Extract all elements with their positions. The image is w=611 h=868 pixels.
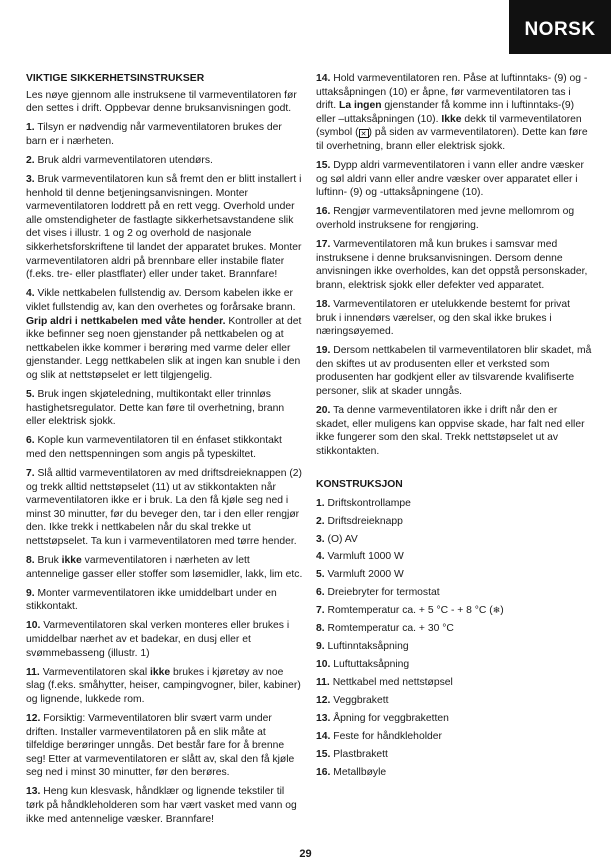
item-number: 6. bbox=[26, 435, 35, 447]
item-bold-text: Grip aldri i nettkabelen med våte hender. bbox=[26, 315, 226, 327]
construction-item-15 bbox=[316, 748, 592, 762]
item-number: 9. bbox=[26, 587, 35, 599]
safety-item-3 bbox=[26, 173, 303, 282]
item-text: Kontroller at det ikke befinner seg noen gjenstander på nettkabelen og at nettkabelen ikke kommer i berøring med varme deler eller gjenstander. Legg nettkabelen slik at ingen kan snuble i den og slik at nettstøpselet er lett tilgjengelig. bbox=[26, 315, 302, 381]
item-text: varmeventilatoren i nærheten av lett antennelige gasser eller stoffer som løsemidler, lakk, lim etc. bbox=[26, 555, 303, 580]
construction-item-1 bbox=[316, 497, 592, 511]
item-text: Varmeventilatoren skal bbox=[42, 666, 151, 678]
item-text: Åpning for veggbraketten bbox=[333, 713, 449, 725]
construction-item-5 bbox=[316, 568, 592, 582]
safety-item-8 bbox=[26, 554, 303, 581]
construction-item-12 bbox=[316, 694, 592, 708]
item-text: Kople kun varmeventilatoren til en énfaset stikkontakt med den nettspenningen som angis på typeskiltet. bbox=[26, 435, 282, 460]
item-number: 7. bbox=[316, 605, 325, 617]
construction-item-3 bbox=[316, 533, 592, 547]
item-bold-text: Ikke bbox=[441, 113, 462, 125]
safety-item-6 bbox=[26, 434, 303, 461]
construction-item-14 bbox=[316, 730, 592, 744]
item-number: 12. bbox=[26, 712, 41, 724]
item-number: 8. bbox=[26, 555, 35, 566]
safety-item-15 bbox=[316, 159, 592, 200]
item-text: Dersom nettkabelen til varmeventilatoren blir skadet, må den skiftes ut av produsenten eller et verksted som produsenten har godkjent eller av tilsvarende kvalifiserte personer, slik at skader unngås. bbox=[316, 345, 592, 397]
item-text: Dreiebryter for termostat bbox=[327, 587, 440, 599]
construction-item-2 bbox=[316, 515, 592, 529]
item-number: 16. bbox=[316, 767, 331, 779]
construction-item-6 bbox=[316, 586, 592, 600]
item-bold-text: La ingen bbox=[339, 100, 382, 112]
do-not-cover-icon: ✕ bbox=[359, 129, 369, 138]
item-text: Driftskontrollampe bbox=[327, 497, 411, 509]
item-text: Bruk bbox=[37, 555, 62, 566]
item-text: gjenstander få komme inn i luftinntaks-(9) eller –uttaksåpningen (10). bbox=[316, 100, 575, 125]
item-text: Monter varmeventilatoren ikke umiddelbart under en stikkontakt. bbox=[26, 587, 277, 613]
construction-item-4 bbox=[316, 550, 592, 564]
item-text: Varmluft 2000 W bbox=[327, 569, 404, 581]
item-number: 14. bbox=[316, 731, 331, 743]
item-text: Nettkabel med nettstøpsel bbox=[332, 677, 453, 689]
safety-item-13 bbox=[26, 785, 303, 826]
item-text: Varmluft 1000 W bbox=[327, 551, 404, 563]
item-number: 16. bbox=[316, 206, 331, 218]
item-text: Feste for håndkleholder bbox=[333, 731, 442, 743]
item-number: 18. bbox=[316, 298, 331, 310]
item-number: 12. bbox=[316, 695, 331, 707]
item-number: 2. bbox=[316, 515, 325, 527]
item-number: 10. bbox=[26, 620, 41, 632]
item-number: 11. bbox=[26, 666, 40, 678]
item-text: Varmeventilatoren er utelukkende bestemt for privat bruk i innendørs værelser, og den skal ikke brukes i næringsøyemed. bbox=[316, 298, 570, 338]
safety-item-16 bbox=[316, 205, 592, 232]
frost-icon: ❄ bbox=[492, 605, 501, 616]
item-text: Rengjør varmeventilatoren med jevne mellomrom og overhold instruksene for rengjøring. bbox=[316, 206, 575, 231]
item-text: Bruk varmeventilatoren kun så fremt den er blitt installert i henhold til denne betjeningsanvisningen. Monter varmeventilatoren loddrett på en rett vegg. Overhold under alle omstendigheter de fastlagte sikkerhetsavstandene slik det vises i illustr. 1 og 2 og overhold de nasjonale sikkerhetsforskriftene til landet der apparatet brukes. Monter varmeventilatoren aldri på brennbare eller instabile flater (f.eks. tre- eller plastflater) eller under taket. Brannfare! bbox=[26, 174, 302, 281]
safety-item-1 bbox=[26, 121, 303, 148]
safety-item-12 bbox=[26, 712, 303, 780]
safety-item-5 bbox=[26, 388, 303, 429]
safety-item-11 bbox=[26, 666, 303, 707]
item-number: 1. bbox=[26, 122, 35, 134]
construction-item-10 bbox=[316, 658, 592, 672]
item-number: 19. bbox=[316, 345, 331, 357]
item-text: Veggbrakett bbox=[333, 695, 389, 707]
item-number: 3. bbox=[26, 174, 35, 186]
item-number: 13. bbox=[26, 786, 41, 798]
item-text: Bruk aldri varmeventilatoren utendørs. bbox=[37, 154, 213, 166]
item-text: dekk til varmeventilatoren (symbol ( bbox=[316, 113, 582, 139]
item-text: (O) AV bbox=[327, 533, 358, 545]
item-number: 6. bbox=[316, 587, 325, 599]
item-number: 15. bbox=[316, 160, 331, 172]
safety-item-19 bbox=[316, 344, 592, 398]
construction-item-16 bbox=[316, 766, 592, 780]
item-number: 17. bbox=[316, 239, 331, 251]
item-number: 3. bbox=[316, 533, 325, 545]
item-number: 8. bbox=[316, 623, 325, 635]
section-spacer bbox=[316, 464, 592, 478]
item-text: ) på siden av varmeventilatoren). Dette kan føre til overhetning, brann eller elektrisk sjokk. bbox=[316, 127, 588, 152]
item-text: Heng kun klesvask, håndklær og lignende tekstiler til tørk på håndkleholderen som har vært vasket med vann og ikke med antennelige væsker. Brannfare! bbox=[26, 786, 297, 825]
item-text: Varmeventilatoren må kun brukes i samsvar med instruksene i denne bruksanvisningen. Dersom denne anvisningen ikke overholdes, kan det oppstå personskader, brann, elektrisk sjokk eller defekter ved apparatet. bbox=[316, 239, 588, 291]
language-tab-label: NORSK bbox=[524, 19, 596, 40]
safety-item-7 bbox=[26, 467, 303, 549]
language-tab bbox=[509, 0, 611, 54]
item-number: 11. bbox=[316, 677, 330, 689]
item-text: Romtemperatur ca. + 5 °C - + 8 °C ( bbox=[327, 605, 493, 617]
item-text: Driftsdreieknapp bbox=[327, 515, 403, 527]
safety-item-20 bbox=[316, 404, 592, 458]
item-text: Forsiktig: Varmeventilatoren blir svært varm under driften. Installer varmeventilatoren på en slik måte at tilfeldige berøringer unngås. Det består fare for å brenne seg! Etter at varmeventilatoren er slått av, skal den få kjøle seg ned i minst 30 minutter, før den berøres. bbox=[26, 712, 295, 779]
item-number: 10. bbox=[316, 659, 331, 671]
page-number: 29 bbox=[299, 848, 312, 860]
item-number: 7. bbox=[26, 467, 35, 479]
item-number: 9. bbox=[316, 641, 325, 653]
construction-item-13 bbox=[316, 712, 592, 726]
item-text: Varmeventilatoren skal verken monteres eller brukes i umiddelbar nærhet av et badekar, en dusj eller et svømmebasseng (illustr. 1) bbox=[26, 620, 290, 659]
item-text: Luftinntaksåpning bbox=[327, 641, 409, 653]
construction-item-9 bbox=[316, 640, 592, 654]
item-text: Ta denne varmeventilatoren ikke i drift når den er skadet, eller muligens kan oppvise skade, har falt ned eller ikke fungerer som den skal. Trekk nettstøpselet ut av stikkontakten. bbox=[316, 405, 585, 457]
item-text: Dypp aldri varmeventilatoren i vann eller andre væsker og søl aldri vann eller andre væsker over apparatet eller i luftinn- (9) og -uttaksåpningene (10). bbox=[316, 160, 584, 199]
item-number: 1. bbox=[316, 497, 325, 509]
item-number: 15. bbox=[316, 749, 331, 761]
item-text: Hold varmeventilatoren ren. Påse at luftinntaks- (9) og -uttaksåpningen (10) er åpne, før varmeventilatoren tas i drift. bbox=[316, 73, 588, 112]
item-text: ) bbox=[500, 605, 504, 617]
item-number: 5. bbox=[316, 569, 325, 581]
item-bold-text: ikke bbox=[61, 555, 82, 566]
safety-item-10 bbox=[26, 619, 303, 660]
item-text: Vikle nettkabelen fullstendig av. Dersom kabelen ikke er viklet fullstendig av, kan den overhetes og forårsake brann. bbox=[26, 288, 296, 313]
item-text: Metallbøyle bbox=[333, 767, 387, 779]
construction-item-8 bbox=[316, 622, 592, 636]
construction-item-11 bbox=[316, 676, 592, 690]
item-number: 4. bbox=[316, 551, 325, 563]
item-number: 14. bbox=[316, 73, 331, 84]
item-number: 4. bbox=[26, 288, 35, 300]
construction-item-7 bbox=[316, 604, 592, 618]
safety-item-9 bbox=[26, 587, 303, 614]
safety-item-17 bbox=[316, 238, 592, 292]
item-number: 2. bbox=[26, 154, 35, 166]
safety-item-4 bbox=[26, 287, 303, 382]
safety-item-14 bbox=[316, 72, 592, 154]
item-text: Plastbrakett bbox=[333, 749, 388, 761]
item-text: brukes i kjøretøy av noe slag (f.eks. småhytter, heiser, campingvogner, biler, kabiner) og lignende, lukkede rom. bbox=[26, 666, 301, 705]
item-text: Romtemperatur ca. + 30 °C bbox=[327, 623, 454, 635]
item-text: Tilsyn er nødvendig når varmeventilatoren brukes der barn er i nærheten. bbox=[26, 122, 282, 147]
left-column bbox=[26, 72, 303, 832]
item-text: Bruk ingen skjøteledning, multikontakt eller trinnløs hastighetsregulator. Dette kan føre til overhetning, brann eller elektrisk sjokk. bbox=[26, 388, 285, 428]
item-text: Luftuttaksåpning bbox=[333, 659, 410, 671]
item-number: 13. bbox=[316, 713, 331, 725]
item-number: 20. bbox=[316, 405, 331, 417]
safety-item-18 bbox=[316, 298, 592, 339]
safety-intro: Les nøye gjennom alle instruksene til varmeventilatoren før den settes i drift. Oppbevar denne bruksanvisningen godt. bbox=[26, 89, 297, 115]
right-column bbox=[316, 72, 592, 784]
item-text: Slå alltid varmeventilatoren av med driftsdreieknappen (2) og trekk alltid nettstøpselet (11) ut av stikkontakten når varmeventilatoren ikke er i bruk. La den få kjøle seg ned i minst 30 minutter, før du beveger den, tar i den eller rengjør den. Ikke trekk i nettkabelen når du skal trekke ut nettstøpselet. Ta kun i varmeventilatoren med tørre hender. bbox=[26, 467, 302, 547]
safety-heading: VIKTIGE SIKKERHETSINSTRUKSER bbox=[26, 73, 205, 84]
item-bold-text: ikke bbox=[150, 666, 171, 678]
safety-item-2 bbox=[26, 154, 303, 168]
construction-heading: KONSTRUKSJON bbox=[316, 478, 403, 490]
item-number: 5. bbox=[26, 388, 35, 400]
